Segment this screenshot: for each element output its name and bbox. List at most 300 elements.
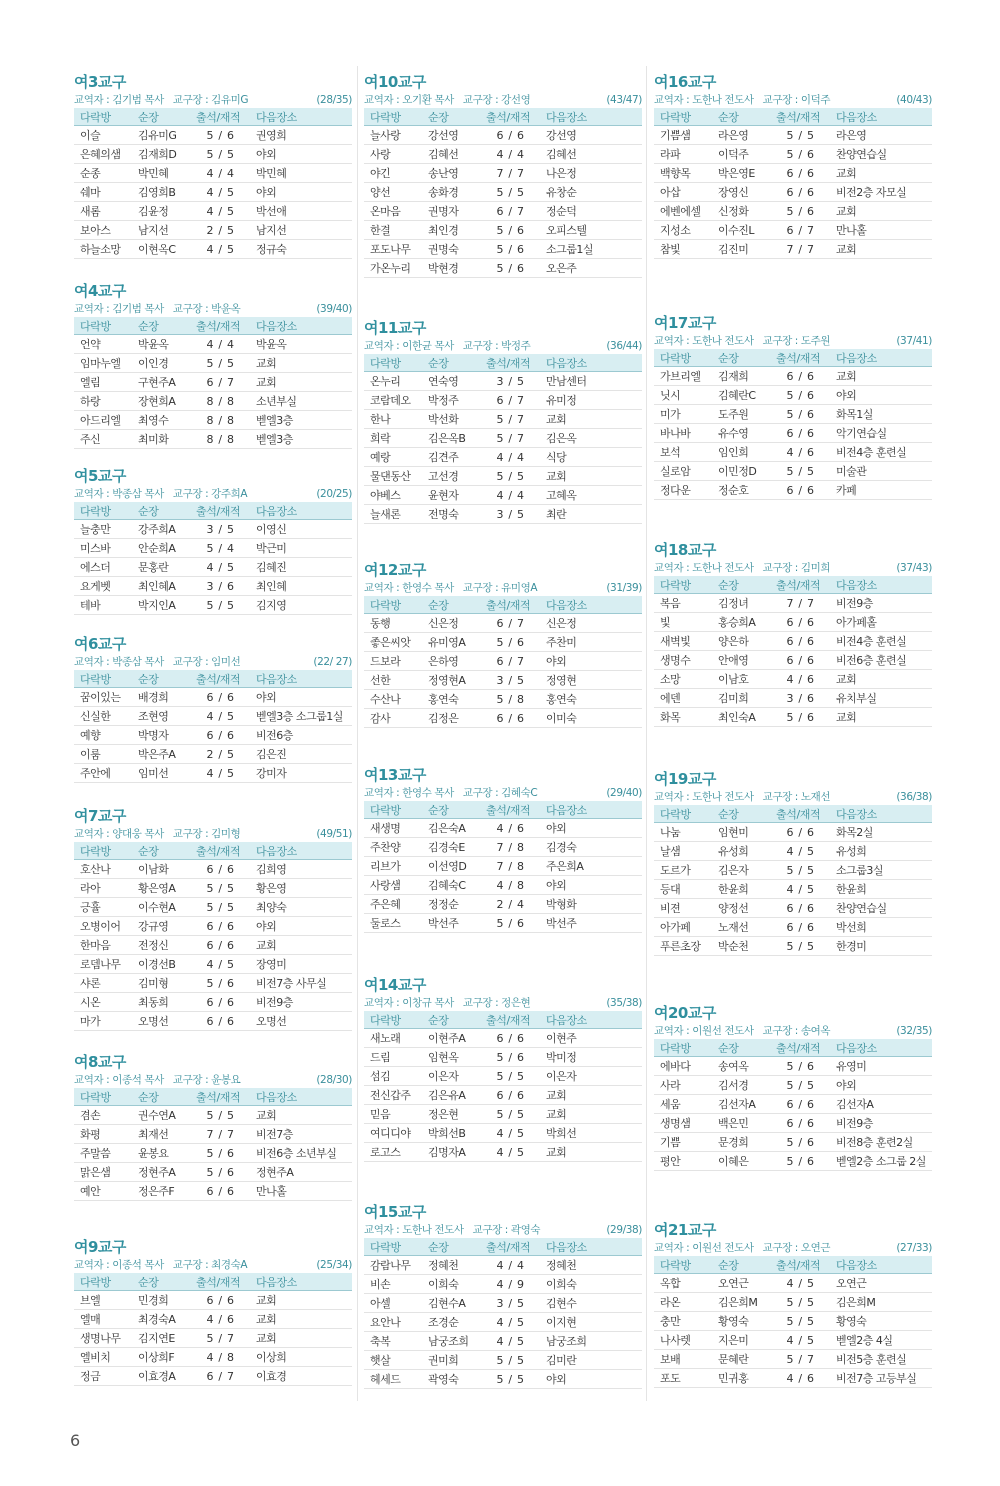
next-place-cell: 박희선 xyxy=(540,1124,642,1143)
slash-separator: / xyxy=(508,204,512,218)
slash-separator: / xyxy=(798,882,802,896)
table-row xyxy=(74,1106,352,1125)
enrolled-count: 6 xyxy=(807,1059,814,1073)
pastor-label: 교역자 : 이종석 목사 xyxy=(74,1074,164,1086)
enrolled-count: 6 xyxy=(807,185,814,199)
group-name-cell: 보석 xyxy=(654,443,712,462)
group-name-cell: 리브가 xyxy=(364,857,422,876)
next-place-cell: 야외 xyxy=(540,652,642,671)
attendance-cell xyxy=(190,430,250,449)
slash-separator: / xyxy=(508,1069,512,1083)
pastor-label: 교역자 : 도한나 전도사 xyxy=(364,1224,464,1236)
header-next-place: 다음장소 xyxy=(250,670,352,688)
table-row xyxy=(74,596,352,615)
enrolled-count: 6 xyxy=(517,635,524,649)
table-row xyxy=(364,819,642,838)
group-name-cell: 테바 xyxy=(74,596,132,615)
attended-count: 6 xyxy=(206,690,213,704)
header-group: 다락방 xyxy=(74,502,132,520)
table-row xyxy=(654,1152,932,1171)
leader-cell: 유성희 xyxy=(712,842,770,861)
attendance-cell xyxy=(770,1274,830,1293)
header-leader: 순장 xyxy=(422,596,480,614)
group-name-cell: 여디디야 xyxy=(364,1124,422,1143)
enrolled-count: 6 xyxy=(227,128,234,142)
group-table xyxy=(654,1256,932,1388)
slash-separator: / xyxy=(508,507,512,521)
attended-count: 4 xyxy=(496,821,503,835)
group-name-cell: 새롬 xyxy=(74,202,132,221)
attended-count: 5 xyxy=(786,464,793,478)
next-place-cell: 만나홀 xyxy=(830,221,932,240)
group-name-cell: 생명나무 xyxy=(74,1329,132,1348)
next-place-cell: 비전9층 xyxy=(250,993,352,1012)
group-name-cell: 라아 xyxy=(74,879,132,898)
slash-separator: / xyxy=(218,957,222,971)
next-place-cell: 교회 xyxy=(250,354,352,373)
attendance-cell xyxy=(770,1095,830,1114)
attended-count: 4 xyxy=(786,1276,793,1290)
group-name-cell: 미스바 xyxy=(74,539,132,558)
enrolled-count: 6 xyxy=(517,128,524,142)
table-row xyxy=(74,936,352,955)
attended-count: 6 xyxy=(206,862,213,876)
attended-count: 5 xyxy=(786,204,793,218)
group-table xyxy=(364,354,642,524)
next-place-cell: 벧엘3층 소그룹1실 xyxy=(250,707,352,726)
next-place-cell: 유미정 xyxy=(540,391,642,410)
table-row xyxy=(654,1095,932,1114)
leader-cell: 이인경 xyxy=(132,354,190,373)
leader-cell: 최미화 xyxy=(132,430,190,449)
enrolled-count: 6 xyxy=(807,166,814,180)
group-name-cell: 에바다 xyxy=(654,1057,712,1076)
slash-separator: / xyxy=(798,1352,802,1366)
attended-count: 4 xyxy=(496,1126,503,1140)
pastor-label: 교역자 : 김기범 목사 xyxy=(74,94,164,106)
district-info xyxy=(364,92,642,108)
table-row xyxy=(364,429,642,448)
table-row xyxy=(654,1293,932,1312)
table-row xyxy=(74,221,352,240)
attended-count: 4 xyxy=(496,1258,503,1272)
table-header-row xyxy=(654,805,932,823)
enrolled-count: 5 xyxy=(227,147,234,161)
table-row xyxy=(654,202,932,221)
enrolled-count: 4 xyxy=(517,1258,524,1272)
attended-count: 4 xyxy=(206,242,213,256)
district-block xyxy=(74,806,352,1031)
attendance-cell xyxy=(770,367,830,386)
table-row xyxy=(364,448,642,467)
table-row xyxy=(364,372,642,391)
enrolled-count: 6 xyxy=(807,1154,814,1168)
header-attendance: 출석/재적 xyxy=(190,1273,250,1291)
leader-label: 교구장 : 유미영A xyxy=(462,582,538,594)
pastor-label: 교역자 : 박종삼 목사 xyxy=(74,488,164,500)
next-place-cell: 교회 xyxy=(830,240,932,259)
group-name-cell: 헤세드 xyxy=(364,1370,422,1389)
enrolled-count: 6 xyxy=(227,1312,234,1326)
group-name-cell: 주신 xyxy=(74,430,132,449)
slash-separator: / xyxy=(798,596,802,610)
table-row xyxy=(364,202,642,221)
attendance-cell xyxy=(480,429,540,448)
slash-separator: / xyxy=(508,128,512,142)
district-info xyxy=(364,995,642,1011)
enrolled-count: 6 xyxy=(807,634,814,648)
next-place-cell: 교회 xyxy=(540,467,642,486)
group-name-cell: 로고스 xyxy=(364,1143,422,1162)
next-place-cell: 교회 xyxy=(250,1106,352,1125)
leader-cell: 강선영 xyxy=(422,126,480,145)
attendance-cell xyxy=(190,974,250,993)
attendance-total: (39/40) xyxy=(316,303,352,315)
slash-separator: / xyxy=(508,859,512,873)
slash-separator: / xyxy=(798,939,802,953)
attendance-total: (37/43) xyxy=(896,562,932,574)
leader-cell: 은하영 xyxy=(422,652,480,671)
group-name-cell: 보배 xyxy=(654,1350,712,1369)
table-row xyxy=(654,386,932,405)
next-place-cell: 야외 xyxy=(250,145,352,164)
enrolled-count: 5 xyxy=(227,709,234,723)
header-group: 다락방 xyxy=(654,576,712,594)
group-name-cell: 늘충만 xyxy=(74,520,132,539)
table-header-row xyxy=(654,576,932,594)
slash-separator: / xyxy=(218,204,222,218)
attended-count: 4 xyxy=(786,445,793,459)
district-title: 여16교구 xyxy=(654,73,716,91)
attendance-cell xyxy=(480,467,540,486)
group-table xyxy=(364,801,642,933)
next-place-cell: 김지영 xyxy=(250,596,352,615)
header-next-place: 다음장소 xyxy=(540,1011,642,1029)
enrolled-count: 6 xyxy=(227,690,234,704)
header-group: 다락방 xyxy=(654,108,712,126)
attendance-cell xyxy=(770,823,830,842)
attendance-cell xyxy=(770,443,830,462)
header-leader: 순장 xyxy=(132,1273,190,1291)
district-title: 여7교구 xyxy=(74,807,126,825)
attendance-cell xyxy=(190,596,250,615)
table-row xyxy=(364,486,642,505)
table-header-row xyxy=(364,354,642,372)
attended-count: 6 xyxy=(206,375,213,389)
slash-separator: / xyxy=(508,635,512,649)
next-place-cell: 오피스텔 xyxy=(540,221,642,240)
district-title: 여6교구 xyxy=(74,635,126,653)
next-place-cell: 찬양연습실 xyxy=(830,145,932,164)
group-name-cell: 아셀 xyxy=(364,1294,422,1313)
table-row xyxy=(364,895,642,914)
table-row xyxy=(74,764,352,783)
next-place-cell: 교회 xyxy=(540,410,642,429)
slash-separator: / xyxy=(798,1276,802,1290)
district-title: 여10교구 xyxy=(364,73,426,91)
attendance-cell xyxy=(190,558,250,577)
group-name-cell: 겸손 xyxy=(74,1106,132,1125)
attendance-cell xyxy=(480,259,540,278)
next-place-cell: 정영현 xyxy=(540,671,642,690)
header-attendance: 출석/재적 xyxy=(190,108,250,126)
group-name-cell: 하랑 xyxy=(74,392,132,411)
table-row xyxy=(74,860,352,879)
attended-count: 5 xyxy=(206,128,213,142)
attended-count: 2 xyxy=(206,223,213,237)
leader-cell: 남지선 xyxy=(132,221,190,240)
slash-separator: / xyxy=(798,128,802,142)
header-leader: 순장 xyxy=(132,502,190,520)
slash-separator: / xyxy=(218,1184,222,1198)
next-place-cell: 김경숙 xyxy=(540,838,642,857)
slash-separator: / xyxy=(798,863,802,877)
next-place-cell: 박형화 xyxy=(540,895,642,914)
slash-separator: / xyxy=(218,394,222,408)
leader-cell: 최인숙A xyxy=(712,708,770,727)
attended-count: 5 xyxy=(786,710,793,724)
next-place-cell: 김미란 xyxy=(540,1351,642,1370)
leader-cell: 이남화 xyxy=(132,860,190,879)
leader-cell: 박정주 xyxy=(422,391,480,410)
enrolled-count: 6 xyxy=(227,1014,234,1028)
slash-separator: / xyxy=(508,711,512,725)
enrolled-count: 5 xyxy=(517,1145,524,1159)
table-row xyxy=(74,955,352,974)
enrolled-count: 6 xyxy=(227,1146,234,1160)
district-block xyxy=(654,72,932,259)
leader-cell: 남궁조희 xyxy=(422,1332,480,1351)
attended-count: 5 xyxy=(206,1331,213,1345)
next-place-cell: 카페 xyxy=(830,481,932,500)
attendance-cell xyxy=(770,405,830,424)
next-place-cell: 소년부실 xyxy=(250,392,352,411)
district-title: 여12교구 xyxy=(364,561,426,579)
enrolled-count: 7 xyxy=(807,596,814,610)
leader-label: 교구장 : 김유미G xyxy=(172,94,249,106)
leader-label: 교구장 : 도주원 xyxy=(762,335,831,347)
header-leader: 순장 xyxy=(422,108,480,126)
attended-count: 6 xyxy=(206,938,213,952)
district-info xyxy=(74,301,352,317)
leader-cell: 장현희A xyxy=(132,392,190,411)
enrolled-count: 6 xyxy=(517,711,524,725)
table-row xyxy=(364,1086,642,1105)
leader-cell: 정혜천 xyxy=(422,1256,480,1275)
header-group: 다락방 xyxy=(74,317,132,335)
slash-separator: / xyxy=(508,616,512,630)
attendance-cell xyxy=(770,1331,830,1350)
group-name-cell: 한마음 xyxy=(74,936,132,955)
leader-cell: 김혜란C xyxy=(712,386,770,405)
slash-separator: / xyxy=(798,407,802,421)
leader-cell: 임인희 xyxy=(712,443,770,462)
slash-separator: / xyxy=(218,432,222,446)
enrolled-count: 7 xyxy=(517,393,524,407)
slash-separator: / xyxy=(218,1350,222,1364)
enrolled-count: 6 xyxy=(227,1184,234,1198)
enrolled-count: 6 xyxy=(227,862,234,876)
leader-cell: 안순희A xyxy=(132,539,190,558)
district-title: 여3교구 xyxy=(74,73,126,91)
group-name-cell: 에덴 xyxy=(654,689,712,708)
slash-separator: / xyxy=(218,938,222,952)
group-name-cell: 이룸 xyxy=(74,745,132,764)
slash-separator: / xyxy=(508,1145,512,1159)
group-name-cell: 온마음 xyxy=(364,202,422,221)
attended-count: 4 xyxy=(496,1315,503,1329)
group-name-cell: 브엘 xyxy=(74,1291,132,1310)
next-place-cell: 교회 xyxy=(250,1291,352,1310)
enrolled-count: 5 xyxy=(807,1276,814,1290)
header-leader: 순장 xyxy=(712,1256,770,1274)
next-place-cell: 고혜옥 xyxy=(540,486,642,505)
attended-count: 5 xyxy=(496,185,503,199)
next-place-cell: 교회 xyxy=(250,1310,352,1329)
slash-separator: / xyxy=(798,242,802,256)
attendance-cell xyxy=(770,462,830,481)
enrolled-count: 6 xyxy=(517,261,524,275)
group-name-cell: 은혜의샘 xyxy=(74,145,132,164)
attendance-cell xyxy=(480,709,540,728)
table-header-row xyxy=(654,1039,932,1057)
next-place-cell: 오연근 xyxy=(830,1274,932,1293)
leader-label: 교구장 : 곽영숙 xyxy=(472,1224,541,1236)
attendance-cell xyxy=(480,857,540,876)
next-place-cell: 황영숙 xyxy=(830,1312,932,1331)
district-title: 여21교구 xyxy=(654,1221,716,1239)
attended-count: 7 xyxy=(206,1127,213,1141)
attendance-cell xyxy=(480,1124,540,1143)
table-row xyxy=(364,1294,642,1313)
attended-count: 5 xyxy=(786,388,793,402)
next-place-cell: 최인혜 xyxy=(250,577,352,596)
attendance-cell xyxy=(480,1086,540,1105)
leader-cell: 민경희 xyxy=(132,1291,190,1310)
group-table xyxy=(74,108,352,259)
leader-cell: 정은현 xyxy=(422,1105,480,1124)
leader-cell: 김경숙E xyxy=(422,838,480,857)
next-place-cell: 화목1실 xyxy=(830,405,932,424)
table-header-row xyxy=(364,1238,642,1256)
header-group: 다락방 xyxy=(654,805,712,823)
attendance-cell xyxy=(770,880,830,899)
table-row xyxy=(74,879,352,898)
group-table xyxy=(74,842,352,1031)
slash-separator: / xyxy=(508,821,512,835)
leader-cell: 윤현자 xyxy=(422,486,480,505)
attended-count: 4 xyxy=(786,1371,793,1385)
next-place-cell: 유영미 xyxy=(830,1057,932,1076)
attendance-cell xyxy=(190,1163,250,1182)
header-leader: 순장 xyxy=(712,1039,770,1057)
pastor-label: 교역자 : 양대웅 목사 xyxy=(74,828,164,840)
table-row xyxy=(364,467,642,486)
leader-cell: 김윤정 xyxy=(132,202,190,221)
attendance-cell xyxy=(770,1350,830,1369)
attendance-cell xyxy=(190,240,250,259)
table-row xyxy=(74,1163,352,1182)
district-block xyxy=(74,634,352,783)
slash-separator: / xyxy=(218,690,222,704)
next-place-cell: 박선희 xyxy=(830,918,932,937)
table-row xyxy=(74,202,352,221)
slash-separator: / xyxy=(218,1369,222,1383)
attended-count: 4 xyxy=(496,1334,503,1348)
attended-count: 6 xyxy=(786,166,793,180)
table-row xyxy=(74,1125,352,1144)
attended-count: 6 xyxy=(786,634,793,648)
enrolled-count: 4 xyxy=(517,488,524,502)
attendance-cell xyxy=(480,448,540,467)
group-name-cell: 옥합 xyxy=(654,1274,712,1293)
attendance-cell xyxy=(480,633,540,652)
attendance-cell xyxy=(770,1369,830,1388)
slash-separator: / xyxy=(508,469,512,483)
table-row xyxy=(364,838,642,857)
table-row xyxy=(74,1367,352,1386)
district-info xyxy=(74,486,352,502)
enrolled-count: 7 xyxy=(807,242,814,256)
table-row xyxy=(364,1256,642,1275)
attended-count: 4 xyxy=(786,672,793,686)
attended-count: 5 xyxy=(496,412,503,426)
attended-count: 6 xyxy=(206,1014,213,1028)
attendance-total: (22/ 27) xyxy=(313,656,352,668)
next-place-cell: 이현주 xyxy=(540,1029,642,1048)
enrolled-count: 5 xyxy=(227,957,234,971)
attendance-cell xyxy=(190,879,250,898)
group-name-cell: 포도 xyxy=(654,1369,712,1388)
attendance-cell xyxy=(190,1310,250,1329)
leader-label: 교구장 : 강선영 xyxy=(462,94,531,106)
attended-count: 4 xyxy=(206,337,213,351)
leader-cell: 김미희 xyxy=(712,689,770,708)
attended-count: 4 xyxy=(206,709,213,723)
attendance-cell xyxy=(190,955,250,974)
next-place-cell: 비전7층 xyxy=(250,1125,352,1144)
leader-cell: 권명자 xyxy=(422,202,480,221)
district-info xyxy=(74,92,352,108)
slash-separator: / xyxy=(218,728,222,742)
enrolled-count: 6 xyxy=(807,369,814,383)
attendance-cell xyxy=(480,1370,540,1389)
attended-count: 5 xyxy=(496,261,503,275)
next-place-cell: 교회 xyxy=(830,367,932,386)
attendance-cell xyxy=(480,614,540,633)
next-place-cell: 정혜천 xyxy=(540,1256,642,1275)
leader-cell: 장영신 xyxy=(712,183,770,202)
next-place-cell: 야외 xyxy=(830,386,932,405)
header-attendance: 출석/재적 xyxy=(770,805,830,823)
attended-count: 6 xyxy=(786,185,793,199)
attendance-cell xyxy=(480,1294,540,1313)
group-name-cell: 보아스 xyxy=(74,221,132,240)
attendance-cell xyxy=(190,1291,250,1310)
group-name-cell: 라파 xyxy=(654,145,712,164)
table-header-row xyxy=(654,108,932,126)
enrolled-count: 5 xyxy=(807,1333,814,1347)
slash-separator: / xyxy=(218,522,222,536)
leader-cell: 송화경 xyxy=(422,183,480,202)
group-name-cell: 참빛 xyxy=(654,240,712,259)
attendance-cell xyxy=(190,1125,250,1144)
slash-separator: / xyxy=(798,185,802,199)
attendance-cell xyxy=(770,1312,830,1331)
attendance-cell xyxy=(190,354,250,373)
slash-separator: / xyxy=(798,920,802,934)
next-place-cell: 교회 xyxy=(250,1329,352,1348)
